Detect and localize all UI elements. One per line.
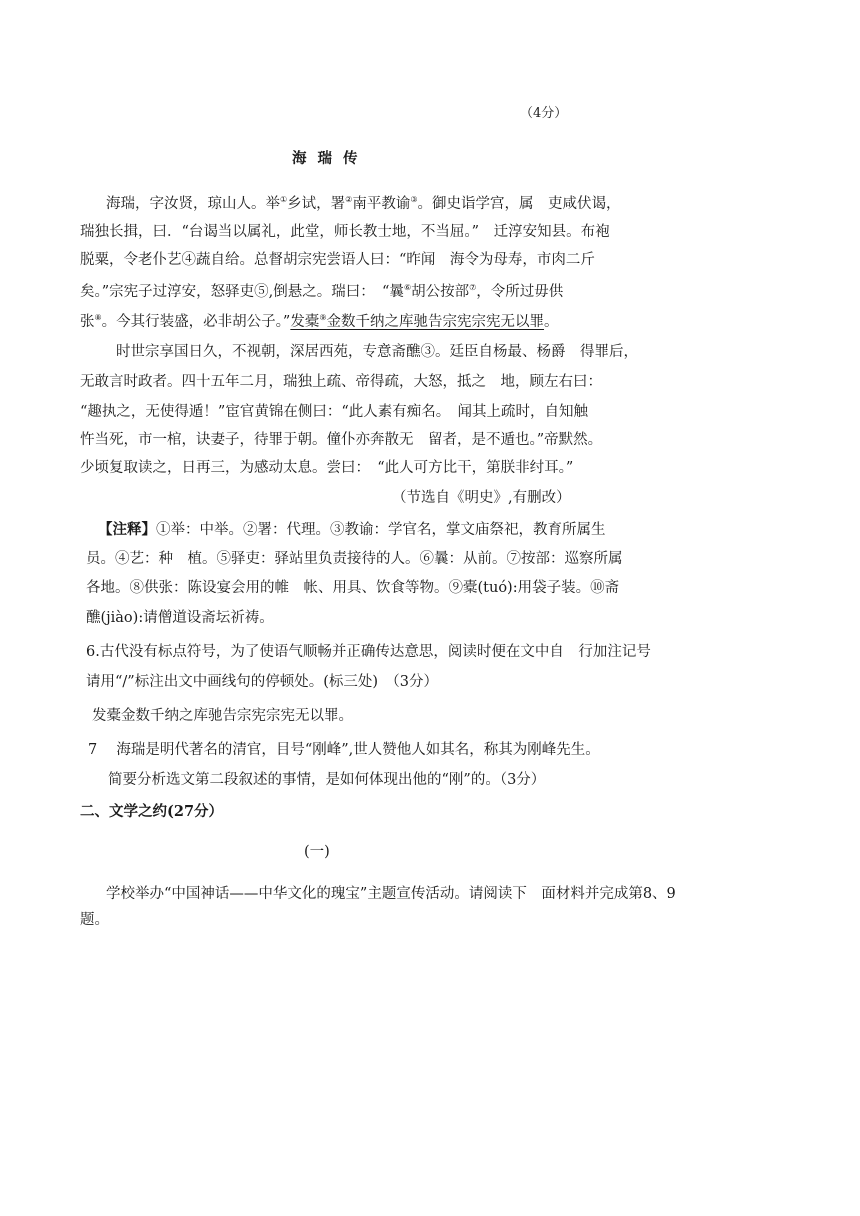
question-6-line2: 请用“/”标注出文中画线句的停顿处。(标三处) （3分）	[86, 674, 438, 690]
section-intro-line2: 题。	[80, 912, 109, 928]
passage-p1-line3: 脱粟，令老仆艺④蔬自给。总督胡宗宪尝语人曰：“昨闻 海令为母寿，市肉二斤	[80, 252, 595, 268]
passage-p2-line2: 无敢言时政者。四十五年二月，瑞独上疏、帝得疏，大怒，抵之 地，顾左右曰：	[80, 374, 602, 390]
passage-source: （节选自《明史》,有删改）	[392, 490, 571, 506]
passage-p2-line5: 少顷复取读之，日再三，为感动太息。尝曰： “此人可方比干，第朕非纣耳。”	[80, 460, 574, 476]
notes-line1: 【注释】①举：中举。②署：代理。③教谕：学官名，掌文庙祭祀，教育所属生	[98, 521, 606, 538]
question-6-line1: 6.古代没有标点符号，为了使语气顺畅并正确传达意思，阅读时便在文中自 行加注记号	[86, 644, 651, 660]
score-top: （4分）	[520, 106, 568, 121]
notes-line2: 员。④艺：种 植。⑤驿吏：驿站里负责接待的人。⑥曩：从前。⑦按部：巡察所属	[86, 551, 623, 567]
passage-p2-line1: 时世宗享国日久，不视朝，深居西苑，专意斋醮③。廷臣自杨最、杨爵 得罪后，	[116, 344, 638, 360]
question-7-line2: 简要分析选文第二段叙述的事情，是如何体现出他的“刚”的。（3分）	[108, 772, 546, 788]
underlined-sentence: 发橐⑨金数千纳之库驰告宗宪宗宪无以罪	[290, 313, 545, 330]
notes-line3: 各地。⑧供张：陈设宴会用的帷 帐、用具、饮食等物。⑨橐(tuó):用袋子装。⑩斋	[86, 580, 620, 596]
section-heading: 二、文学之约(27分）	[80, 803, 224, 820]
section-sub-heading: (一)	[304, 844, 330, 860]
passage-p1-line1: 海瑞，字汝贤，琼山人。举①乡试，署②南平教谕③。御史诣学宫，属 吏咸伏谒，	[106, 195, 621, 212]
passage-p2-line4: 忤当死，市一棺，诀妻子，待罪于朝。僮仆亦奔散无 留者，是不遁也。”帝默然。	[80, 432, 603, 448]
passage-p1-line4: 矣。”宗宪子过淳安，怒驿吏⑤,倒悬之。瑞曰： “曩⑥胡公按部⑦，令所过毋供	[80, 283, 564, 300]
question-6-sentence: 发橐金数千纳之库驰告宗宪宗宪无以罪。	[92, 708, 353, 724]
passage-p2-line3: “趣执之，无使得遁！”宦官黄锦在侧曰：“此人素有痴名。 闻其上疏时，自知触	[80, 404, 588, 420]
passage-p1-line5: 张⑧。今其行装盛，必非胡公子。”发橐⑨金数千纳之库驰告宗宪宗宪无以罪。	[80, 313, 559, 330]
question-7-line1: 7 海瑞是明代著名的清官，目号“刚峰”,世人赞他人如其名，称其为刚峰先生。	[88, 742, 600, 758]
section-intro-line1: 学校举办“中国神话——中华文化的瑰宝”主题宣传活动。请阅读下 面材料并完成第8、9	[106, 886, 676, 902]
notes-line4: 醮(jiào):请僧道设斋坛祈祷。	[86, 610, 274, 626]
passage-p1-line2: 瑞独长揖，曰．“台谒当以属礼，此堂，师长教士地，不当屈。” 迁淳安知县。布袍	[80, 224, 610, 240]
passage-title: 海瑞传	[292, 150, 369, 167]
